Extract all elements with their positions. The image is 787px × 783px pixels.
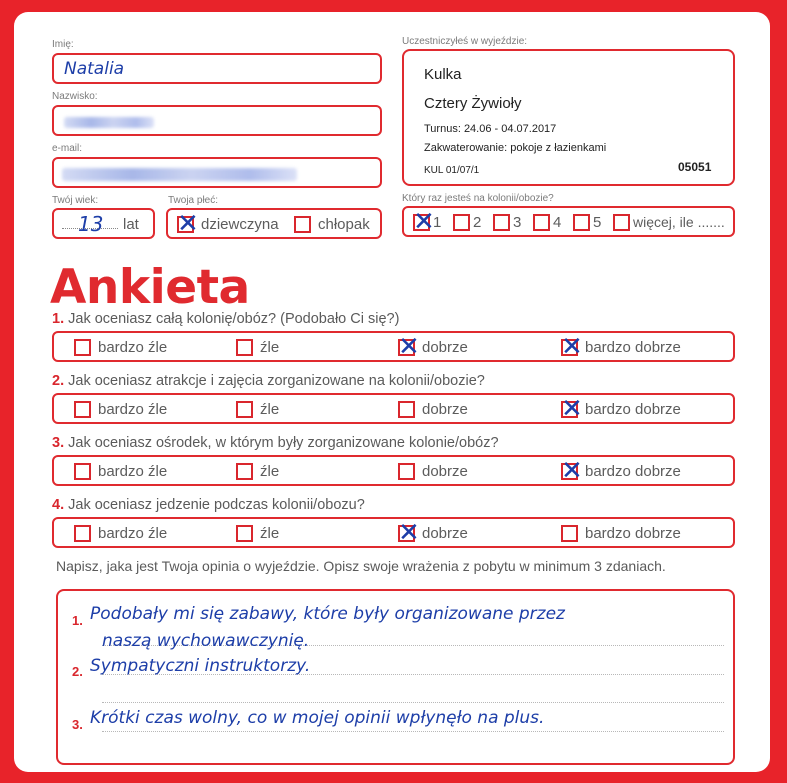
redacted-email bbox=[62, 168, 297, 181]
question-2-text bbox=[52, 373, 485, 389]
trip-number: 05051 bbox=[678, 160, 712, 174]
question-1-text bbox=[52, 311, 399, 327]
question-4-option-2-label: źle bbox=[260, 525, 280, 542]
opinion-prompt: Napisz, jaka jest Twoja opinia o wyjeździe. Opisz swoje wrażenia z pobytu w minimum 3 zdaniach. bbox=[56, 558, 666, 574]
gender-girl-label: dziewczyna bbox=[201, 216, 279, 233]
question-3-option-3-checkbox[interactable] bbox=[398, 463, 415, 480]
age-label: Twój wiek: bbox=[52, 195, 99, 206]
question-1-option-2-label: źle bbox=[260, 339, 280, 356]
gender-label: Twoja płeć: bbox=[168, 195, 219, 206]
times-label: Który raz jesteś na kolonii/obozie? bbox=[402, 193, 554, 204]
question-number: 4. bbox=[52, 497, 65, 513]
question-4-option-2-checkbox[interactable] bbox=[236, 525, 253, 542]
trip-label: Uczestniczyłeś w wyjeździe: bbox=[402, 36, 528, 47]
trip-name: Kulka bbox=[424, 66, 462, 83]
trip-subtitle: Cztery Żywioły bbox=[424, 95, 522, 112]
opinion-num-2: 2. bbox=[72, 664, 83, 679]
question-1-option-3-label: dobrze bbox=[422, 339, 468, 356]
opinion-line-3: Krótki czas wolny, co w mojej opinii wpłynęło na plus. bbox=[90, 708, 545, 728]
question-number: 2. bbox=[52, 373, 65, 389]
times-5-checkbox[interactable] bbox=[573, 214, 590, 231]
trip-accommodation: Zakwaterowanie: pokoje z łazienkami bbox=[424, 142, 607, 154]
question-4-option-1-label: bardzo źle bbox=[98, 525, 168, 542]
question-3-option-3-label: dobrze bbox=[422, 463, 468, 480]
question-3-text bbox=[52, 435, 499, 451]
question-label: Jak oceniasz jedzenie podczas kolonii/obozu? bbox=[68, 497, 365, 513]
question-3-option-1-checkbox[interactable] bbox=[74, 463, 91, 480]
email-field[interactable] bbox=[52, 157, 382, 188]
gender-field bbox=[166, 208, 382, 239]
times-1-mark: ✕ bbox=[413, 207, 435, 237]
name-label: Imię: bbox=[52, 39, 74, 50]
question-2-options bbox=[52, 393, 735, 424]
question-4-option-3-label: dobrze bbox=[422, 525, 468, 542]
times-4-checkbox[interactable] bbox=[533, 214, 550, 231]
question-2-option-3-label: dobrze bbox=[422, 401, 468, 418]
question-2-option-1-checkbox[interactable] bbox=[74, 401, 91, 418]
question-2-option-2-checkbox[interactable] bbox=[236, 401, 253, 418]
times-3-label: 3 bbox=[513, 214, 522, 231]
surname-label: Nazwisko: bbox=[52, 91, 98, 102]
question-3-option-4-mark: ✕ bbox=[561, 456, 583, 486]
age-value: 13 bbox=[78, 212, 104, 236]
trip-turnus: Turnus: 24.06 - 04.07.2017 bbox=[424, 123, 557, 135]
redacted-surname bbox=[64, 117, 154, 128]
opinion-rule bbox=[102, 702, 724, 703]
gender-boy-checkbox[interactable] bbox=[294, 216, 311, 233]
name-value: Natalia bbox=[64, 59, 125, 79]
question-3-option-4-label: bardzo dobrze bbox=[585, 463, 681, 480]
question-4-options bbox=[52, 517, 735, 548]
question-1-option-4-label: bardzo dobrze bbox=[585, 339, 681, 356]
times-1-label: 1 bbox=[433, 214, 442, 231]
times-5-label: 5 bbox=[593, 214, 602, 231]
times-field bbox=[402, 206, 735, 237]
question-3-option-1-label: bardzo źle bbox=[98, 463, 168, 480]
form-sheet bbox=[14, 12, 770, 772]
question-3-option-2-label: źle bbox=[260, 463, 280, 480]
gender-boy-label: chłopak bbox=[318, 216, 370, 233]
trip-card bbox=[402, 49, 735, 186]
trip-code: KUL 01/07/1 bbox=[424, 165, 480, 176]
question-1-option-1-label: bardzo źle bbox=[98, 339, 168, 356]
question-1-options bbox=[52, 331, 735, 362]
question-4-option-3-mark: ✕ bbox=[398, 518, 420, 548]
question-2-option-3-checkbox[interactable] bbox=[398, 401, 415, 418]
times-more-label: więcej, ile ....... bbox=[633, 214, 725, 230]
times-more-checkbox[interactable] bbox=[613, 214, 630, 231]
question-4-option-4-label: bardzo dobrze bbox=[585, 525, 681, 542]
surname-field[interactable] bbox=[52, 105, 382, 136]
question-number: 1. bbox=[52, 311, 65, 327]
question-2-option-2-label: źle bbox=[260, 401, 280, 418]
question-1-option-3-mark: ✕ bbox=[398, 332, 420, 362]
opinion-line-1: Podobały mi się zabawy, które były organizowane przez bbox=[90, 604, 565, 624]
question-2-option-4-label: bardzo dobrze bbox=[585, 401, 681, 418]
question-2-option-4-mark: ✕ bbox=[561, 394, 583, 424]
question-3-option-2-checkbox[interactable] bbox=[236, 463, 253, 480]
opinion-box[interactable] bbox=[56, 589, 735, 765]
opinion-num-1: 1. bbox=[72, 613, 83, 628]
times-2-checkbox[interactable] bbox=[453, 214, 470, 231]
question-label: Jak oceniasz całą kolonię/obóz? (Podobało Ci się?) bbox=[68, 311, 400, 327]
question-1-option-1-checkbox[interactable] bbox=[74, 339, 91, 356]
times-2-label: 2 bbox=[473, 214, 482, 231]
age-unit: lat bbox=[123, 216, 139, 233]
question-label: Jak oceniasz atrakcje i zajęcia zorganizowane na kolonii/obozie? bbox=[68, 373, 485, 389]
question-1-option-2-checkbox[interactable] bbox=[236, 339, 253, 356]
question-4-text bbox=[52, 497, 365, 513]
survey-title: Ankieta bbox=[50, 260, 250, 315]
question-3-options bbox=[52, 455, 735, 486]
email-label: e-mail: bbox=[52, 143, 83, 154]
opinion-line-1-cont: naszą wychowawczynię. bbox=[102, 631, 310, 651]
question-2-option-1-label: bardzo źle bbox=[98, 401, 168, 418]
times-4-label: 4 bbox=[553, 214, 562, 231]
gender-girl-mark: ✕ bbox=[177, 209, 199, 239]
question-number: 3. bbox=[52, 435, 65, 451]
opinion-num-3: 3. bbox=[72, 717, 83, 732]
opinion-rule bbox=[102, 731, 724, 732]
question-4-option-4-checkbox[interactable] bbox=[561, 525, 578, 542]
name-field[interactable] bbox=[52, 53, 382, 84]
question-label: Jak oceniasz ośrodek, w którym były zorganizowane kolonie/obóz? bbox=[68, 435, 499, 451]
age-field[interactable] bbox=[52, 208, 155, 239]
question-4-option-1-checkbox[interactable] bbox=[74, 525, 91, 542]
times-3-checkbox[interactable] bbox=[493, 214, 510, 231]
opinion-line-2: Sympatyczni instruktorzy. bbox=[90, 656, 311, 676]
question-1-option-4-mark: ✕ bbox=[561, 332, 583, 362]
